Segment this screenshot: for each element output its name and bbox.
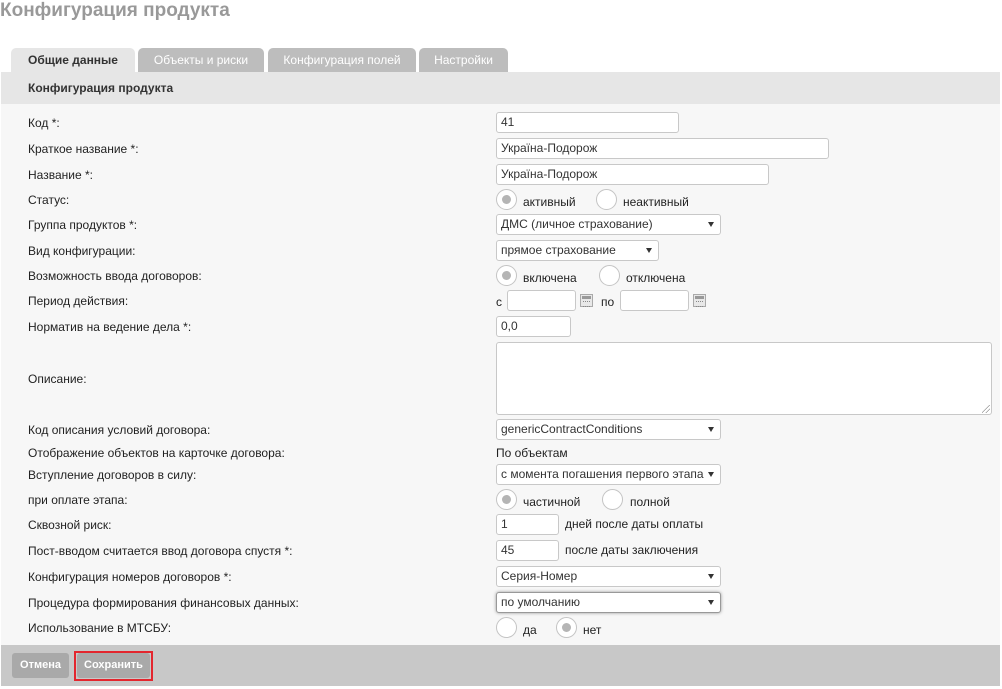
mtsbu-label: Использование в МТСБУ:: [28, 621, 172, 635]
status-label: Статус:: [28, 193, 70, 207]
status-inactive-radio[interactable]: [596, 189, 617, 210]
conditions-code-value: genericContractConditions: [501, 422, 643, 436]
period-label: Период действия:: [28, 294, 129, 308]
period-from-label: с: [496, 295, 502, 309]
stage-payment-partial-label: частичной: [523, 495, 581, 509]
financial-procedure-value: по умолчанию: [501, 595, 581, 609]
short-name-label: Краткое название *:: [28, 142, 139, 156]
code-input[interactable]: 41: [496, 112, 679, 133]
financial-procedure-label: Процедура формирования финансовых данных:: [28, 596, 299, 610]
status-inactive-label: неактивный: [623, 195, 689, 209]
status-active-radio[interactable]: [496, 189, 517, 210]
code-label: Код *:: [28, 116, 60, 130]
name-label: Название *:: [28, 168, 93, 182]
objects-display-label: Отображение объектов на карточке договора:: [28, 446, 285, 460]
tab-objects-risks[interactable]: Объекты и риски: [138, 48, 264, 72]
contract-entry-off-label: отключена: [626, 271, 686, 285]
period-to-input[interactable]: [620, 290, 689, 311]
conditions-code-label: Код описания условий договора:: [28, 423, 211, 437]
financial-procedure-select[interactable]: [496, 592, 721, 613]
config-type-value: прямое страхование: [501, 243, 616, 257]
chevron-down-icon: [708, 574, 714, 579]
through-risk-label: Сквозной риск:: [28, 518, 112, 532]
norm-input[interactable]: 0,0: [496, 316, 571, 337]
description-label: Описание:: [28, 372, 87, 386]
stage-payment-label: при оплате этапа:: [28, 493, 128, 507]
contract-entry-on-radio[interactable]: [496, 265, 517, 286]
contract-effective-label: Вступление договоров в силу:: [28, 468, 197, 482]
short-name-input[interactable]: Україна-Подорож: [496, 138, 829, 159]
contract-effective-value: с момента погашения первого этапа: [501, 467, 704, 481]
status-active-label: активный: [523, 195, 576, 209]
through-risk-input[interactable]: 1: [496, 514, 559, 535]
page-title: Конфигурация продукта: [0, 0, 230, 21]
chevron-down-icon: [708, 472, 714, 477]
contract-entry-off-radio[interactable]: [599, 265, 620, 286]
name-input[interactable]: Україна-Подорож: [496, 164, 769, 185]
mtsbu-no-radio[interactable]: [556, 617, 577, 638]
contract-entry-label: Возможность ввода договоров:: [28, 269, 202, 283]
config-type-label: Вид конфигурации:: [28, 244, 136, 258]
footer-bar: [1, 645, 1000, 686]
period-from-input[interactable]: [507, 290, 576, 311]
save-button[interactable]: Сохранить: [77, 653, 150, 678]
post-entry-suffix: после даты заключения: [565, 543, 699, 557]
tab-general[interactable]: Общие данные: [11, 48, 135, 73]
tab-field-config[interactable]: Конфигурация полей: [268, 48, 416, 72]
chevron-down-icon: [708, 222, 714, 227]
stage-payment-full-radio[interactable]: [602, 489, 623, 510]
mtsbu-yes-radio[interactable]: [496, 617, 517, 638]
stage-payment-partial-radio[interactable]: [496, 489, 517, 510]
product-group-select[interactable]: [496, 214, 721, 235]
calendar-icon[interactable]: [580, 294, 593, 307]
conditions-code-select[interactable]: [496, 419, 721, 440]
tab-settings[interactable]: Настройки: [419, 48, 508, 72]
contract-entry-on-label: включена: [523, 271, 577, 285]
resize-handle-icon[interactable]: [982, 405, 990, 413]
chevron-down-icon: [708, 427, 714, 432]
through-risk-suffix: дней после даты оплаты: [565, 517, 704, 531]
calendar-icon[interactable]: [693, 294, 706, 307]
period-to-label: по: [601, 295, 615, 309]
mtsbu-yes-label: да: [523, 623, 537, 637]
cancel-button[interactable]: Отмена: [12, 653, 69, 678]
config-type-select[interactable]: [496, 240, 659, 261]
panel-header: Конфигурация продукта: [1, 72, 1000, 104]
description-textarea[interactable]: [496, 342, 992, 415]
post-entry-label: Пост-вводом считается ввод договора спустя *:: [28, 544, 293, 558]
objects-display-value: По объектам: [496, 446, 568, 460]
chevron-down-icon: [708, 600, 714, 605]
number-config-value: Серия-Номер: [501, 569, 578, 583]
norm-label: Норматив на ведение дела *:: [28, 320, 192, 334]
product-group-label: Группа продуктов *:: [28, 218, 138, 232]
post-entry-input[interactable]: 45: [496, 540, 559, 561]
number-config-label: Конфигурация номеров договоров *:: [28, 570, 232, 584]
stage-payment-full-label: полной: [630, 495, 670, 509]
chevron-down-icon: [646, 248, 652, 253]
contract-effective-select[interactable]: [496, 464, 721, 485]
number-config-select[interactable]: [496, 566, 721, 587]
mtsbu-no-label: нет: [583, 623, 602, 637]
product-group-value: ДМС (личное страхование): [501, 217, 653, 231]
